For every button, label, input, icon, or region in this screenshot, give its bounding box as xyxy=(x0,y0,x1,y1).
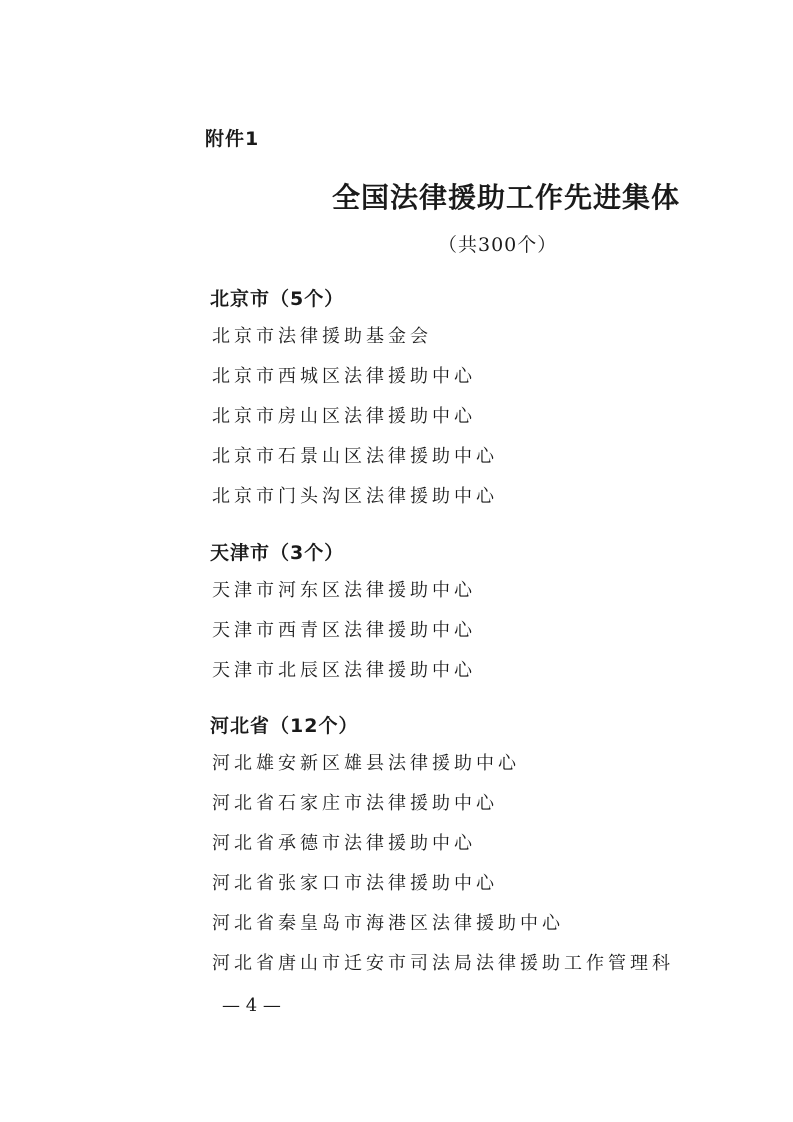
list-item: 河北省石家庄市法律援助中心 xyxy=(212,793,498,814)
section-hebei xyxy=(210,713,674,990)
list-item: 河北省唐山市迁安市司法局法律援助工作管理科 xyxy=(212,953,674,974)
list-item: 北京市门头沟区法律援助中心 xyxy=(212,486,498,507)
list-item: 天津市河东区法律援助中心 xyxy=(212,580,476,601)
list-item: 北京市西城区法律援助中心 xyxy=(212,366,476,387)
list-item: 河北省承德市法律援助中心 xyxy=(212,833,476,854)
section-heading: 河北省（12个） xyxy=(210,715,359,737)
list-item: 河北省张家口市法律援助中心 xyxy=(212,873,498,894)
entry-list xyxy=(212,323,498,523)
list-item: 北京市石景山区法律援助中心 xyxy=(212,446,498,467)
list-item: 北京市房山区法律援助中心 xyxy=(212,406,476,427)
list-item: 北京市法律援助基金会 xyxy=(212,326,432,347)
list-item: 河北省秦皇岛市海港区法律援助中心 xyxy=(212,913,564,934)
list-item: 河北雄安新区雄县法律援助中心 xyxy=(212,753,520,774)
list-item: 天津市北辰区法律援助中心 xyxy=(212,660,476,681)
document-title: 全国法律援助工作先进集体 xyxy=(332,181,681,214)
section-tianjin xyxy=(210,540,476,697)
entry-list xyxy=(212,750,674,990)
attachment-label: 附件1 xyxy=(205,128,260,150)
entry-list xyxy=(212,577,476,697)
section-heading: 北京市（5个） xyxy=(210,288,345,310)
list-item: 天津市西青区法律援助中心 xyxy=(212,620,476,641)
section-beijing xyxy=(210,286,498,523)
section-heading: 天津市（3个） xyxy=(210,542,345,564)
total-count-note: （共300个） xyxy=(438,234,558,256)
page-number: — 4 — xyxy=(222,995,281,1016)
